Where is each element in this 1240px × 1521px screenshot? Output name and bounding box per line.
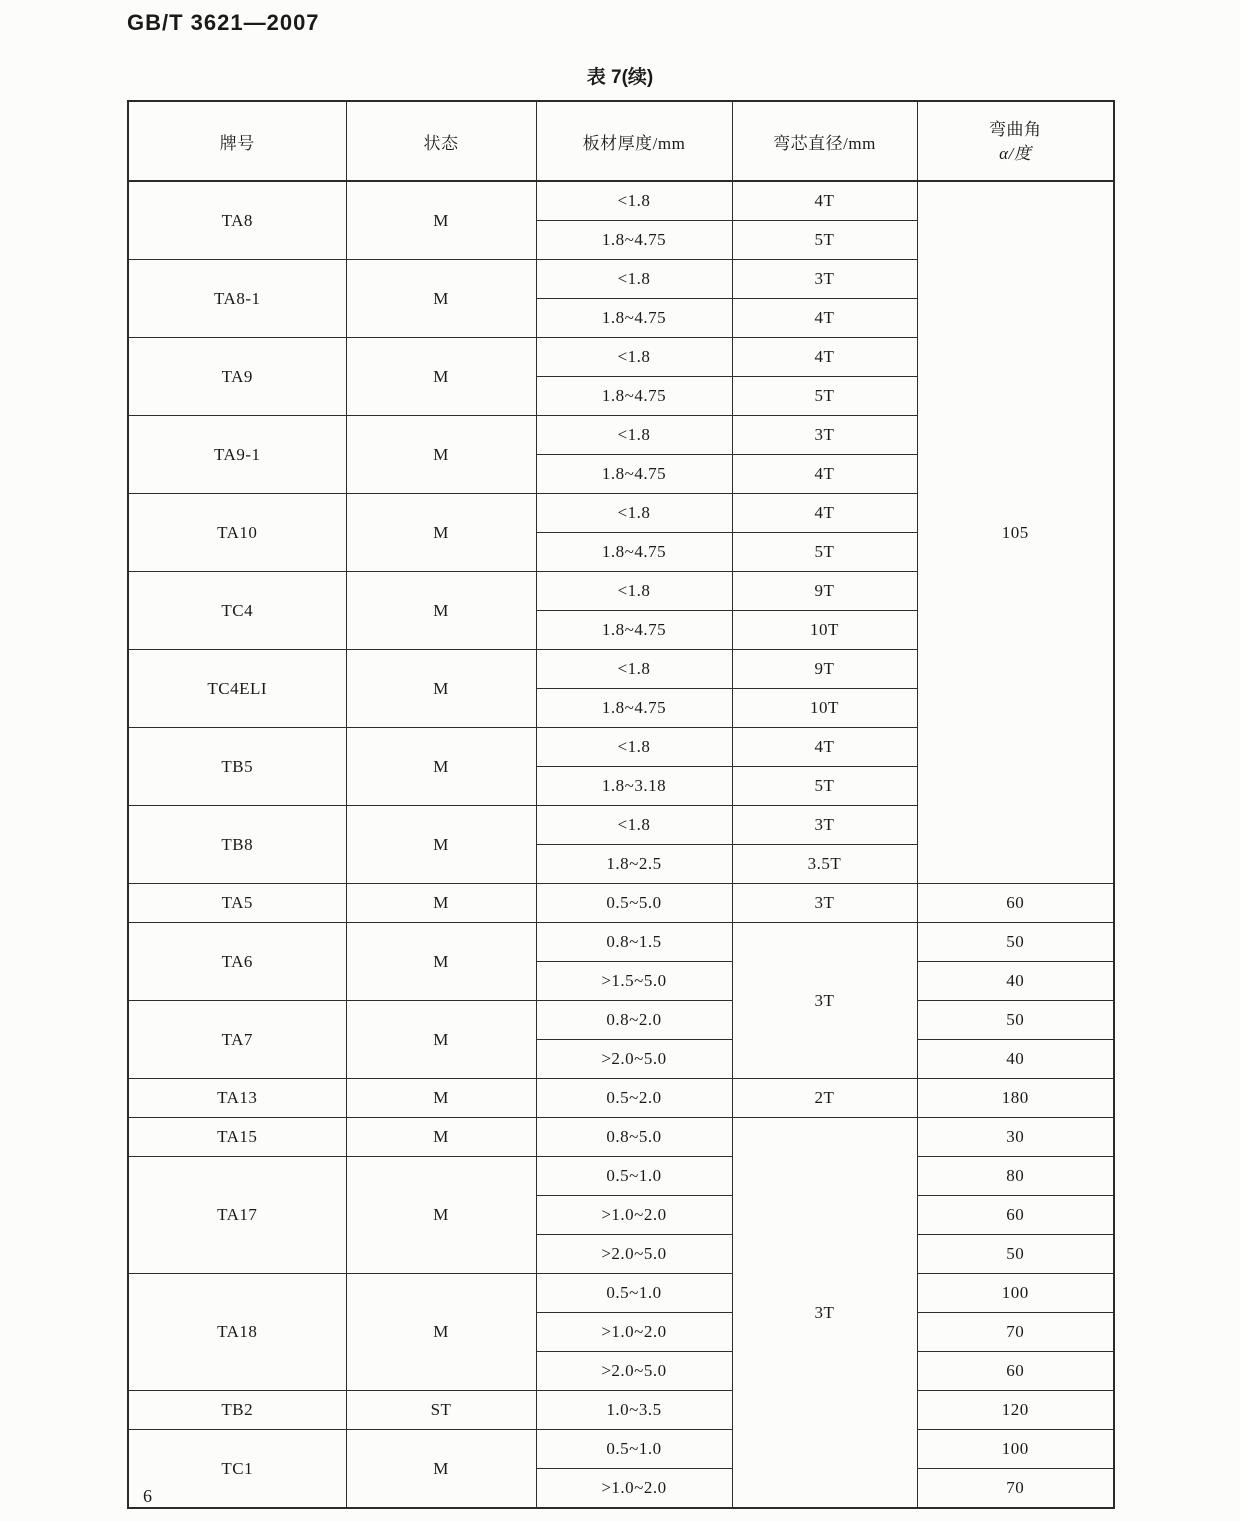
table-cell: 100 (917, 1274, 1114, 1313)
table-cell: 1.8~4.75 (536, 689, 732, 728)
table-cell: 1.8~4.75 (536, 299, 732, 338)
table-cell: M (346, 1001, 536, 1079)
table-cell: >1.0~2.0 (536, 1196, 732, 1235)
table-cell: TA7 (128, 1001, 346, 1079)
table-cell: M (346, 884, 536, 923)
table-cell: 100 (917, 1430, 1114, 1469)
table-cell: ST (346, 1391, 536, 1430)
table-cell: 3.5T (732, 845, 917, 884)
table-cell: M (346, 181, 536, 260)
column-header-state: 状态 (346, 101, 536, 181)
table-cell: M (346, 728, 536, 806)
table-cell: <1.8 (536, 494, 732, 533)
table-cell: 60 (917, 884, 1114, 923)
table-cell: 1.8~4.75 (536, 221, 732, 260)
table-cell: 4T (732, 299, 917, 338)
table-cell: 3T (732, 806, 917, 845)
table-cell: 5T (732, 767, 917, 806)
table-cell: 4T (732, 494, 917, 533)
table-cell: 5T (732, 221, 917, 260)
table-cell: M (346, 338, 536, 416)
table-cell: 1.8~2.5 (536, 845, 732, 884)
table-cell: M (346, 923, 536, 1001)
table-cell: 3T (732, 1118, 917, 1509)
table-cell: TA8-1 (128, 260, 346, 338)
table-cell: TA6 (128, 923, 346, 1001)
column-header-grade: 牌号 (128, 101, 346, 181)
table-cell: <1.8 (536, 650, 732, 689)
table-cell: M (346, 1430, 536, 1509)
table-cell: M (346, 260, 536, 338)
table-cell: 2T (732, 1079, 917, 1118)
table-cell: M (346, 1118, 536, 1157)
table-cell: 70 (917, 1469, 1114, 1509)
table-cell: 4T (732, 728, 917, 767)
table-cell: M (346, 572, 536, 650)
table-cell: >2.0~5.0 (536, 1235, 732, 1274)
table-cell: TA9 (128, 338, 346, 416)
table-cell: TA5 (128, 884, 346, 923)
page-number: 6 (143, 1486, 152, 1506)
table-cell: 0.5~2.0 (536, 1079, 732, 1118)
table-row (128, 181, 1114, 221)
table-cell: 5T (732, 377, 917, 416)
table-cell: 9T (732, 650, 917, 689)
table-cell: M (346, 650, 536, 728)
table-cell: 3T (732, 416, 917, 455)
table-cell: 3T (732, 923, 917, 1079)
table-cell: 60 (917, 1352, 1114, 1391)
table-cell: 40 (917, 1040, 1114, 1079)
column-header-bend-angle (917, 101, 1114, 181)
table-cell: <1.8 (536, 728, 732, 767)
table-cell: 1.8~4.75 (536, 611, 732, 650)
standard-code-header: GB/T 3621—2007 (127, 10, 320, 35)
table-row (128, 1157, 1114, 1196)
table-body (128, 181, 1114, 1508)
table-cell: 60 (917, 1196, 1114, 1235)
table-cell: TA9-1 (128, 416, 346, 494)
table-cell: M (346, 1079, 536, 1118)
table-cell: TA15 (128, 1118, 346, 1157)
table-cell: >1.5~5.0 (536, 962, 732, 1001)
table-cell: 1.8~4.75 (536, 455, 732, 494)
table-cell: TA8 (128, 181, 346, 260)
table-cell: >2.0~5.0 (536, 1352, 732, 1391)
table-cell: 0.5~1.0 (536, 1157, 732, 1196)
table-row (128, 1274, 1114, 1313)
table-cell: 4T (732, 338, 917, 377)
table-cell: >1.0~2.0 (536, 1469, 732, 1509)
table-cell: 0.8~2.0 (536, 1001, 732, 1040)
table-cell: M (346, 416, 536, 494)
table-cell: 5T (732, 533, 917, 572)
table-cell: M (346, 1274, 536, 1391)
table-cell: <1.8 (536, 260, 732, 299)
table-cell: 50 (917, 1001, 1114, 1040)
table-cell: TB8 (128, 806, 346, 884)
table-cell: TC4 (128, 572, 346, 650)
table-cell: 3T (732, 260, 917, 299)
table-cell: 0.8~5.0 (536, 1118, 732, 1157)
column-header-bend-angle-line1: 弯曲角 (989, 120, 1042, 140)
table-title: 表 7(续) (586, 67, 654, 88)
table-cell: <1.8 (536, 572, 732, 611)
table-cell: 0.5~5.0 (536, 884, 732, 923)
table-cell: 3T (732, 884, 917, 923)
table-cell: 10T (732, 611, 917, 650)
table-cell: 9T (732, 572, 917, 611)
table-cell: 1.8~4.75 (536, 377, 732, 416)
column-header-bend-angle-line2: α/度 (999, 143, 1032, 163)
table-row (128, 1001, 1114, 1040)
column-header-bend-core-diameter: 弯芯直径/mm (732, 101, 917, 181)
table-cell: 0.5~1.0 (536, 1274, 732, 1313)
table-cell: TC1 (128, 1430, 346, 1509)
table-cell: 1.8~3.18 (536, 767, 732, 806)
table-cell: 4T (732, 181, 917, 221)
table-cell: <1.8 (536, 338, 732, 377)
table-cell: <1.8 (536, 181, 732, 221)
table-cell: 50 (917, 923, 1114, 962)
table-cell: 10T (732, 689, 917, 728)
table-header (128, 101, 1114, 181)
table-cell: 4T (732, 455, 917, 494)
table-cell: TA13 (128, 1079, 346, 1118)
table-cell: TB2 (128, 1391, 346, 1430)
table-cell: 70 (917, 1313, 1114, 1352)
table-cell: 1.8~4.75 (536, 533, 732, 572)
table-cell: 40 (917, 962, 1114, 1001)
table-row (128, 884, 1114, 923)
table-row (128, 923, 1114, 962)
table-cell: 50 (917, 1235, 1114, 1274)
table-cell: 80 (917, 1157, 1114, 1196)
table-row (128, 1118, 1114, 1157)
table-cell: TA17 (128, 1157, 346, 1274)
table-cell: M (346, 806, 536, 884)
table-cell: M (346, 494, 536, 572)
table-cell: 30 (917, 1118, 1114, 1157)
table-cell: TA10 (128, 494, 346, 572)
table-cell: 1.0~3.5 (536, 1391, 732, 1430)
column-header-thickness: 板材厚度/mm (536, 101, 732, 181)
table-cell: TC4ELI (128, 650, 346, 728)
table-cell: <1.8 (536, 416, 732, 455)
table-row (128, 1430, 1114, 1469)
table-cell: TA18 (128, 1274, 346, 1391)
table-cell: >2.0~5.0 (536, 1040, 732, 1079)
table-cell: <1.8 (536, 806, 732, 845)
table-row (128, 1079, 1114, 1118)
table-cell: 180 (917, 1079, 1114, 1118)
table-cell: 120 (917, 1391, 1114, 1430)
table-cell: M (346, 1157, 536, 1274)
table-cell: 0.8~1.5 (536, 923, 732, 962)
table-cell: TB5 (128, 728, 346, 806)
table-cell: >1.0~2.0 (536, 1313, 732, 1352)
table-row (128, 1391, 1114, 1430)
table-header-row (128, 101, 1114, 181)
bend-test-table (127, 100, 1115, 1509)
table-cell: 105 (917, 181, 1114, 884)
table-cell: 0.5~1.0 (536, 1430, 732, 1469)
